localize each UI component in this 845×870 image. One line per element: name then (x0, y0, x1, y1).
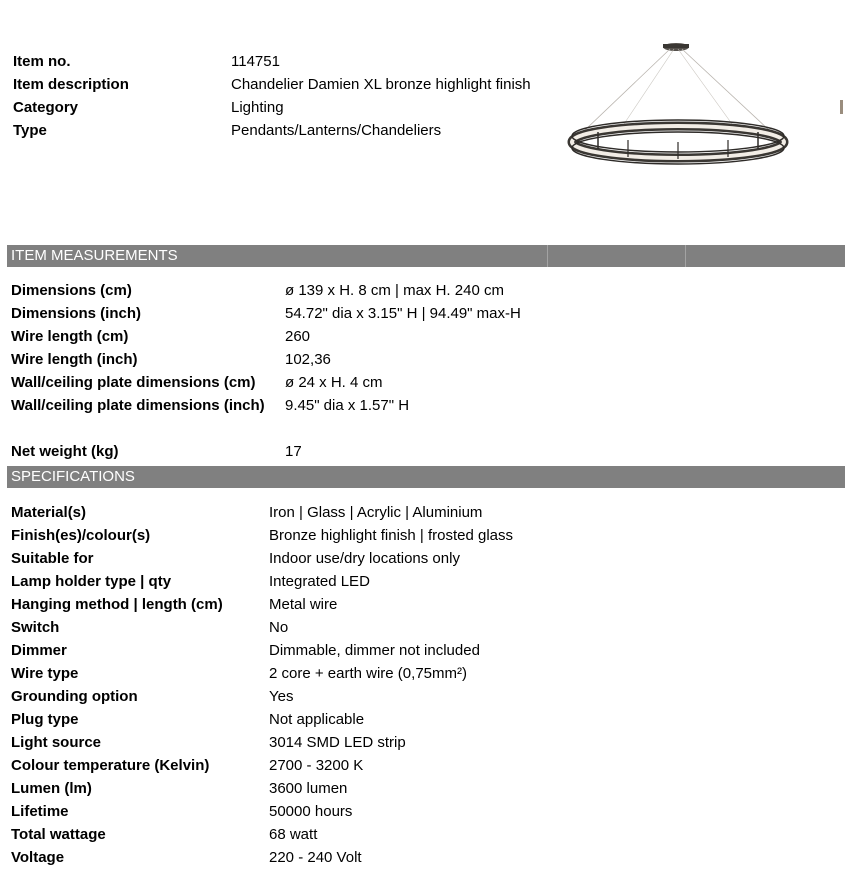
item-no-label: Item no. (13, 53, 71, 70)
row-label: Suitable for (11, 550, 94, 567)
item-description-value: Chandelier Damien XL bronze highlight finish (231, 76, 531, 93)
row-value: 220 - 240 Volt (269, 849, 362, 866)
row-label: Plug type (11, 711, 79, 728)
row-value: 2 core + earth wire (0,75mm²) (269, 665, 467, 682)
row-value: Iron | Glass | Acrylic | Aluminium (269, 504, 483, 521)
chandelier-ring-icon (566, 36, 796, 166)
item-description-label: Item description (13, 76, 129, 93)
row-label: Wall/ceiling plate dimensions (cm) (11, 374, 256, 391)
row-label: Hanging method | length (cm) (11, 596, 223, 613)
row-value: 50000 hours (269, 803, 353, 820)
net-weight-label: Net weight (kg) (11, 443, 119, 460)
category-label: Category (13, 99, 79, 116)
type-value: Pendants/Lanterns/Chandeliers (231, 122, 442, 139)
row-label: Wire length (cm) (11, 328, 129, 345)
net-weight-value: 17 (285, 443, 302, 460)
row-value: ø 139 x H. 8 cm | max H. 240 cm (285, 282, 504, 299)
row-value: Integrated LED (269, 573, 370, 590)
row-value: Metal wire (269, 596, 338, 613)
row-label: Grounding option (11, 688, 138, 705)
row-value: Bronze highlight finish | frosted glass (269, 527, 514, 544)
specifications-title: SPECIFICATIONS (11, 468, 135, 485)
row-value: 3014 SMD LED strip (269, 734, 406, 751)
row-label: Light source (11, 734, 102, 751)
row-label: Voltage (11, 849, 65, 866)
category-value: Lighting (231, 99, 284, 116)
row-value: 2700 - 3200 K (269, 757, 364, 774)
row-label: Wire length (inch) (11, 351, 138, 368)
row-label: Lamp holder type | qty (11, 573, 172, 590)
item-measurements-title: ITEM MEASUREMENTS (11, 247, 178, 264)
row-label: Colour temperature (Kelvin) (11, 757, 210, 774)
row-label: Lifetime (11, 803, 69, 820)
row-label: Wall/ceiling plate dimensions (inch) (11, 397, 265, 414)
row-value: 260 (285, 328, 311, 345)
type-label: Type (13, 122, 47, 139)
row-value: 102,36 (285, 351, 331, 368)
row-value: 68 watt (269, 826, 318, 843)
row-label: Finish(es)/colour(s) (11, 527, 151, 544)
item-no-value: 114751 (231, 53, 280, 70)
row-value: Yes (269, 688, 294, 705)
row-label: Total wattage (11, 826, 106, 843)
row-value: Dimmable, dimmer not included (269, 642, 480, 659)
header-cell-divider (685, 245, 686, 267)
row-label: Dimensions (cm) (11, 282, 132, 299)
row-label: Lumen (lm) (11, 780, 92, 797)
row-value: Not applicable (269, 711, 365, 728)
header-cell-divider (547, 245, 548, 267)
row-value: 9.45" dia x 1.57" H (285, 397, 410, 414)
row-value: No (269, 619, 289, 636)
row-value: Indoor use/dry locations only (269, 550, 460, 567)
specifications-header (7, 466, 845, 488)
row-value: 54.72" dia x 3.15" H | 94.49" max-H (285, 305, 521, 322)
row-label: Dimensions (inch) (11, 305, 142, 322)
row-value: ø 24 x H. 4 cm (285, 374, 383, 391)
row-label: Wire type (11, 665, 79, 682)
row-value: 3600 lumen (269, 780, 348, 797)
row-label: Material(s) (11, 504, 87, 521)
row-label: Dimmer (11, 642, 67, 659)
row-label: Switch (11, 619, 60, 636)
item-measurements-header (7, 245, 845, 267)
adjacent-image-edge (840, 100, 843, 114)
